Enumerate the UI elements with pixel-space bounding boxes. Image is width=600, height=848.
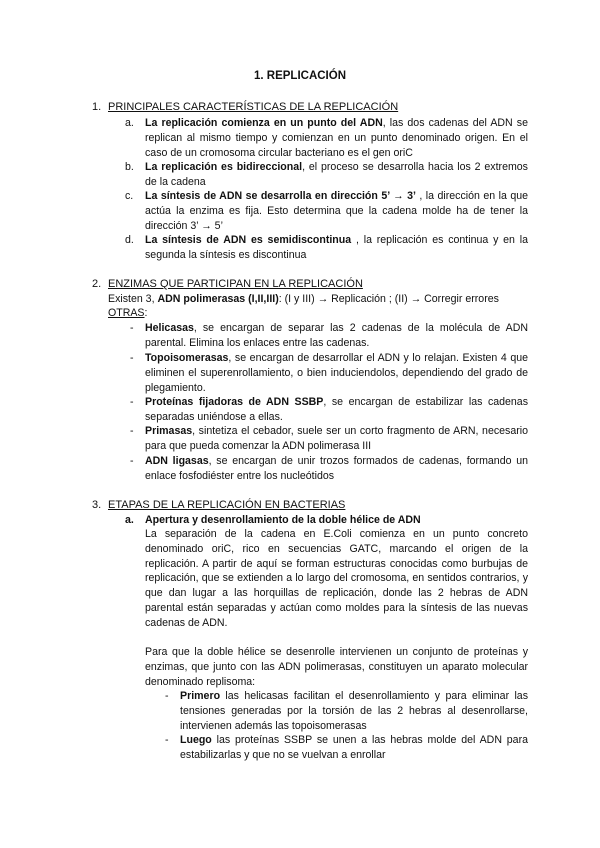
section-number: 1. [92, 101, 102, 113]
list-marker: b. [125, 161, 134, 173]
list-marker: - [165, 690, 169, 702]
list-marker: a. [125, 117, 134, 129]
section-number: 3. [92, 499, 102, 511]
paragraph: Para que la doble hélice se desenrolle intervienen un conjunto de proteínas y enzimas, que junto con las ADN polimerasas, constituyen un aparato molecular denominado replisoma: [145, 646, 528, 688]
item-bold: La replicación comienza en un punto del ADN [145, 117, 383, 129]
item-text: , las dos cadenas del ADN se replican al mismo tiempo y comienzan en un punto denominado origen. En el caso de un cromosoma circular bacteriano es el gen oriC [145, 117, 528, 159]
item-bold: Luego [180, 734, 212, 746]
section-number: 2. [92, 278, 102, 290]
item-text: , se encargan de desarrollar el ADN y lo relajan. Existen 4 que eliminen el superenrollamiento, o bien induciendolos, dependiendo del grado de plegamiento. [145, 352, 528, 394]
item-text: las proteínas SSBP se unen a las hebras molde del ADN para estabilizarlas y que no se vuelvan a enrollar [180, 734, 528, 761]
list-marker: - [130, 425, 134, 437]
item-text: , el proceso se desarrolla hacia los 2 extremos de la cadena [145, 161, 528, 188]
intro-text-post: : (I y III) → Replicación ; (II) → Corregir errores [278, 293, 499, 305]
intro-bold: ADN polimerasas (I,II,III) [157, 293, 279, 305]
section-heading-text: ENZIMAS QUE PARTICIPAN EN LA REPLICACIÓN [108, 278, 363, 290]
otras-underlined: OTRAS [108, 307, 145, 319]
item-text: , se encargan de separar las 2 cadenas de la molécula de ADN parental. Elimina los enlaces entre las cadenas. [145, 322, 528, 349]
subsection-heading: Apertura y desenrollamiento de la doble hélice de ADN [145, 514, 421, 526]
paragraph: La separación de la cadena en E.Coli comienza en un punto concreto denominado oriC, rico en secuencias GATC, marcando el origen de la replicación. A partir de aquí se forman estructuras conocidas como burbujas de replicación, que se extienden a lo largo del cromosoma, en sentidos contrarios, y que dan lugar a las horquillas de replicación, donde las 2 hebras de ADN parental están separadas y actúan como moldes para la síntesis de las nuevas cadenas de ADN. [145, 528, 528, 629]
section-heading-text: ETAPAS DE LA REPLICACIÓN EN BACTERIAS [108, 499, 346, 511]
item-bold: Primasas [145, 425, 193, 437]
item-text: , se encargan de unir trozos formados de cadenas, formando un enlace fosfodiéster entre los nucleótidos [145, 455, 528, 482]
list-marker: - [130, 396, 134, 408]
enzymes-intro [108, 292, 533, 307]
list-marker: - [130, 455, 134, 467]
item-bold: La replicación es bidireccional [145, 161, 303, 173]
item-text: , sintetiza el cebador, suele ser un corto fragmento de ARN, necesario para que pueda comenzar la ADN polimerasa III [145, 425, 528, 452]
item-bold: Proteínas fijadoras de ADN SSBP [145, 396, 324, 408]
list-item [145, 116, 528, 160]
subsection-marker: a. [125, 514, 134, 526]
item-bold: La síntesis de ADN se desarrolla en dirección 5’ → 3’ [145, 190, 416, 202]
list-marker: - [130, 322, 134, 334]
list-item [145, 189, 528, 233]
section-heading-3 [92, 498, 345, 513]
list-item [180, 689, 528, 733]
item-text: , la replicación es continua y en la segunda la síntesis es discontinua [145, 234, 529, 261]
list-item [145, 395, 528, 425]
list-item [180, 733, 528, 763]
page-title: 1. REPLICACIÓN [253, 70, 346, 82]
item-text: , se encargan de estabilizar las cadenas separadas uniéndose a ellas. [145, 396, 528, 423]
item-text: las helicasas facilitan el desenrollamiento y para eliminar las tensiones generadas por la torsión de las 2 hebras al desenrollarse, intervienen además las topoisomerasas [180, 690, 528, 732]
list-item [145, 351, 528, 395]
list-item [145, 233, 528, 263]
otras-colon: : [144, 307, 148, 319]
list-item [145, 454, 528, 484]
item-bold: Primero [180, 690, 221, 702]
section-heading-1 [92, 100, 398, 115]
list-marker: c. [125, 190, 134, 202]
list-marker: - [130, 352, 134, 364]
list-marker: - [165, 734, 169, 746]
section-heading-2 [92, 277, 363, 292]
list-item [145, 424, 528, 454]
list-marker: d. [125, 234, 134, 246]
list-item [145, 321, 528, 351]
item-bold: Helicasas [145, 322, 194, 334]
item-bold: ADN ligasas [145, 455, 209, 467]
item-bold: La síntesis de ADN es semidiscontinua [145, 234, 352, 246]
item-text: , la dirección en la que actúa la enzima es fija. Esto determina que la cadena molde ha de tener la dirección 3’ → 5’ [145, 190, 529, 232]
item-bold: Topoisomerasas [145, 352, 229, 364]
intro-text: Existen 3, [108, 293, 158, 305]
otras-label [108, 306, 308, 321]
section-heading-text: PRINCIPALES CARACTERÍSTICAS DE LA REPLICACIÓN [108, 101, 399, 113]
list-item [145, 160, 528, 190]
